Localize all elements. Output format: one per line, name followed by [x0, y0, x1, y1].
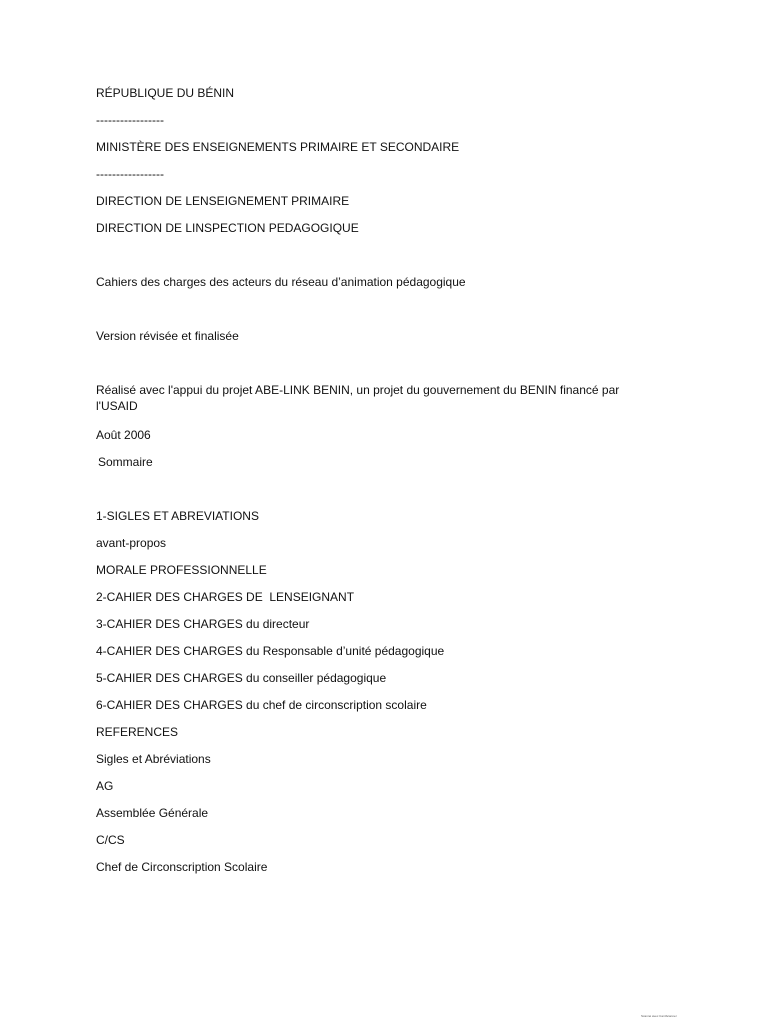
acronym-abbr: AG	[96, 779, 114, 793]
summary-item: REFERENCES	[96, 725, 179, 739]
acronym-meaning: Chef de Circonscription Scolaire	[96, 860, 268, 874]
scanner-watermark: Scanné avec CamScanner	[641, 1014, 677, 1018]
summary-item: 6-CAHIER DES CHARGES du chef de circonscription scolaire	[96, 698, 427, 712]
separator-line: -----------------	[96, 113, 164, 127]
acronym-meaning: Assemblée Générale	[96, 806, 209, 820]
separator-line: -----------------	[96, 167, 164, 181]
document-date: Août 2006	[96, 428, 151, 442]
republic-heading: RÉPUBLIQUE DU BÉNIN	[96, 86, 235, 100]
document-title: Cahiers des charges des acteurs du réseau d’animation pédagogique	[96, 275, 466, 289]
summary-item: 2-CAHIER DES CHARGES DE LENSEIGNANT	[96, 590, 355, 604]
direction-inspection-heading: DIRECTION DE LINSPECTION PEDAGOGIQUE	[96, 221, 359, 235]
summary-heading: Sommaire	[98, 455, 153, 469]
acronyms-heading: Sigles et Abréviations	[96, 752, 211, 766]
version-note: Version révisée et finalisée	[96, 329, 239, 343]
summary-item: 4-CAHIER DES CHARGES du Responsable d’unité pédagogique	[96, 644, 445, 658]
acronym-abbr: C/CS	[96, 833, 125, 847]
credit-paragraph: Réalisé avec l'appui du projet ABE-LINK BENIN, un projet du gouvernement du BENIN financé par l'USAID	[96, 383, 620, 413]
summary-item: MORALE PROFESSIONNELLE	[96, 563, 267, 577]
summary-item: 5-CAHIER DES CHARGES du conseiller pédagogique	[96, 671, 387, 685]
summary-item: 3-CAHIER DES CHARGES du directeur	[96, 617, 310, 631]
summary-item: avant-propos	[96, 536, 167, 550]
summary-item: 1-SIGLES ET ABREVIATIONS	[96, 509, 259, 523]
direction-primary-heading: DIRECTION DE LENSEIGNEMENT PRIMAIRE	[96, 194, 350, 208]
ministry-heading: MINISTÈRE DES ENSEIGNEMENTS PRIMAIRE ET SECONDAIRE	[96, 140, 460, 154]
